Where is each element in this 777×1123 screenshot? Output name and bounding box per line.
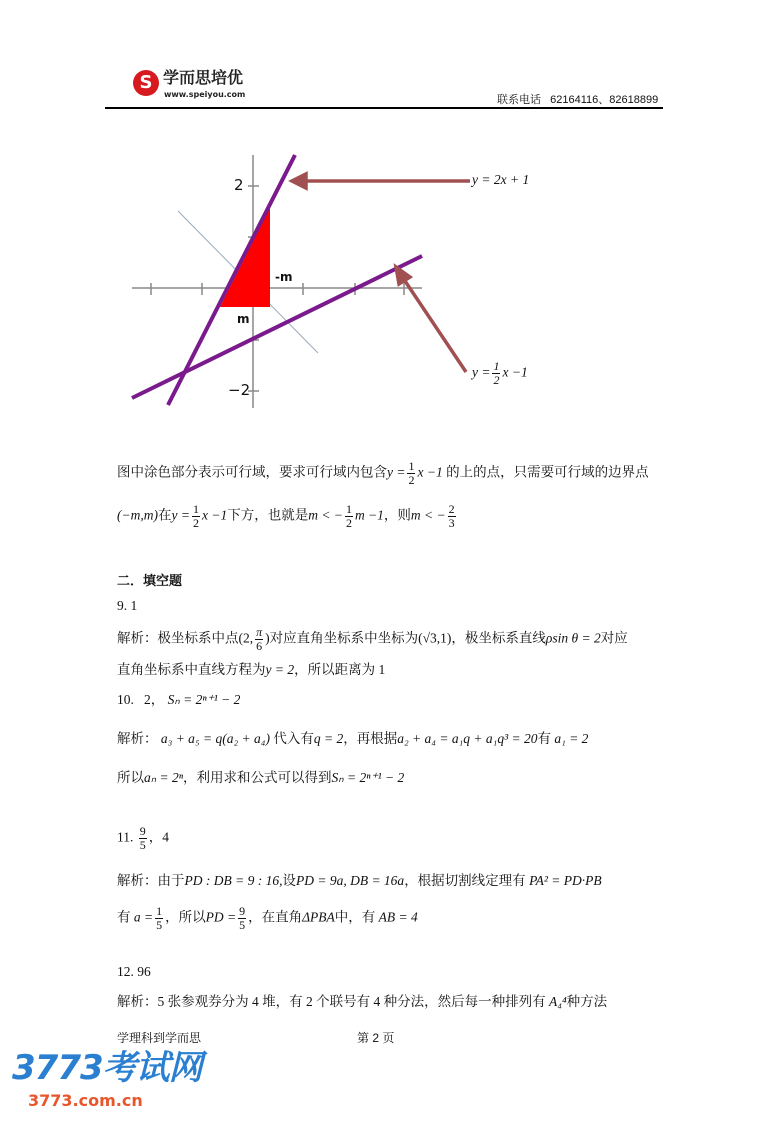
arrowhead-icon bbox=[292, 174, 306, 188]
para1-ineq2-pre: m < − bbox=[410, 507, 446, 523]
q10-line2 bbox=[117, 770, 404, 786]
q11-d2: 5 bbox=[239, 918, 246, 932]
q10-b: 代入有 bbox=[273, 731, 314, 746]
para1-d2: 2 bbox=[192, 516, 199, 530]
q11-eq7: AB = 4 bbox=[378, 909, 418, 925]
figure-line2-num: 1 bbox=[493, 359, 500, 373]
para1-n2: 1 bbox=[192, 502, 199, 516]
q10-eq1: a₃ + a₅ = q(a₂ + a₄) bbox=[160, 731, 270, 746]
q11-n2: 9 bbox=[239, 904, 246, 918]
q9-eq2: y = 2 bbox=[265, 662, 295, 677]
q10-eq4: a₁ = 2 bbox=[554, 731, 589, 746]
para1-eq-pre: y = bbox=[387, 464, 406, 480]
para1-ineq-post: m −1 bbox=[354, 507, 384, 523]
q11-line2 bbox=[117, 905, 418, 932]
q9-e: ，所以距离为 1 bbox=[294, 662, 386, 677]
q9-b: 对应直角坐标系中坐标为 bbox=[269, 630, 419, 646]
para1-c: (−m,m) bbox=[117, 507, 158, 523]
q10-sn: Sₙ = 2ⁿ⁺¹ − 2 bbox=[167, 692, 241, 707]
y-tick-2: 2 bbox=[234, 176, 244, 194]
logo-url: www.speiyou.com bbox=[164, 90, 246, 99]
para1-ineq-pre: m < − bbox=[308, 507, 343, 523]
q12-b: 种方法 bbox=[566, 994, 608, 1009]
logo-icon: S bbox=[133, 70, 159, 96]
q11-an: 9 bbox=[139, 824, 146, 838]
q11-eq2: PD = 9a, DB = 16a bbox=[295, 873, 405, 888]
q11-eq6: ΔPBA bbox=[302, 909, 335, 925]
para1-d4: 3 bbox=[448, 516, 455, 530]
q12-a: 解析：5 张参观券分为 4 堆，有 2 个联号有 4 种分法，然后每一种排列有 bbox=[117, 994, 546, 1009]
q12-eq: A₄⁴ bbox=[549, 994, 567, 1009]
line1-label: y = 2x + 1 bbox=[472, 172, 530, 187]
q9-pn: π bbox=[256, 625, 263, 639]
q9-line2 bbox=[117, 662, 385, 678]
para1-n: 1 bbox=[408, 459, 415, 473]
q10-answer-num: 10. bbox=[117, 692, 134, 707]
q11-answer-num: 11. bbox=[117, 829, 134, 845]
q12-answer: 12. 96 bbox=[117, 964, 151, 979]
q11-line2-c: ，在直角 bbox=[248, 909, 303, 925]
q11-line2-d: 中，有 bbox=[334, 909, 376, 925]
logo-name: 学而思培优 bbox=[163, 68, 244, 87]
q11-ad: 5 bbox=[139, 838, 146, 852]
q11-line1 bbox=[117, 873, 602, 889]
phone-numbers: 62164116、82618899 bbox=[550, 94, 659, 106]
para1-eq2-pre: y = bbox=[171, 507, 190, 523]
q11-answer bbox=[117, 825, 169, 852]
figure-line2-label-post: x −1 bbox=[502, 364, 528, 380]
q11-eq4: a = bbox=[133, 909, 154, 925]
arrow-line2 bbox=[401, 275, 466, 372]
line2-label bbox=[472, 360, 528, 387]
para1-d3: 2 bbox=[345, 516, 352, 530]
y-tick-neg2: −2 bbox=[228, 381, 251, 399]
arrowhead-icon bbox=[396, 267, 410, 284]
q9-pd: 6 bbox=[256, 639, 263, 653]
q11-line2-a: 有 bbox=[117, 909, 131, 925]
watermark-url: 3773.com.cn bbox=[28, 1091, 143, 1110]
figure-line2-den: 2 bbox=[493, 373, 500, 387]
q10-d: 有 bbox=[537, 731, 551, 746]
q10-line1 bbox=[117, 731, 588, 747]
q11-line2-b: ，所以 bbox=[165, 909, 206, 925]
para1-d1: 在 bbox=[157, 507, 172, 523]
para1-e: 下方，也就是 bbox=[227, 507, 309, 523]
q9-eq: ρsin θ = 2 bbox=[545, 630, 601, 646]
q10-line2-a: 所以 bbox=[117, 770, 144, 785]
para1-line1 bbox=[117, 460, 649, 487]
q11-eq3: PA² = PD·PB bbox=[529, 873, 602, 888]
para1-b: 的上的点，只需要可行域的边界点 bbox=[446, 464, 649, 480]
q11-eq1: PD : DB = 9 : 16, bbox=[184, 873, 283, 888]
q10-a: 解析： bbox=[117, 731, 158, 746]
q9-pt-pre: (2, bbox=[238, 630, 254, 646]
q9-line2: 直角坐标系中直线方程为 bbox=[117, 662, 266, 677]
para1-n3: 1 bbox=[345, 502, 352, 516]
para1-n4: 2 bbox=[448, 502, 455, 516]
para1-eq-post: x −1 bbox=[417, 464, 443, 480]
para1-a: 图中涂色部分表示可行域，要求可行域内包含 bbox=[117, 464, 387, 480]
phone-label: 联系电话 bbox=[497, 94, 541, 106]
q10-answer bbox=[117, 692, 240, 708]
q9-a: 解析：极坐标系中点 bbox=[117, 630, 239, 646]
section-title: 二．填空题 bbox=[117, 574, 183, 589]
q11-c: ，根据切割线定理有 bbox=[404, 873, 526, 888]
footer-page: 第 2 页 bbox=[357, 1031, 395, 1045]
q10-line2-b: ，利用求和公式可以得到 bbox=[183, 770, 332, 785]
watermark-brand: 3773考试网 bbox=[12, 1048, 202, 1088]
q9-pt-post: ) bbox=[265, 630, 270, 646]
feasible-region-figure bbox=[0, 0, 777, 430]
q11-b: 设 bbox=[282, 873, 296, 888]
q10-eq3: a₂ + a₄ = a₁q + a₁q³ = 20 bbox=[397, 731, 538, 746]
figure-line2-label-pre: y = bbox=[472, 364, 491, 380]
para1-line2 bbox=[117, 503, 458, 530]
q10-answer-val: 2， bbox=[144, 692, 165, 707]
q12-line1 bbox=[117, 994, 607, 1010]
q9-d: 对应 bbox=[600, 630, 628, 646]
q10-c: ，再根据 bbox=[343, 731, 398, 746]
q10-eq5: aₙ = 2ⁿ bbox=[144, 770, 183, 785]
para1-d: 2 bbox=[408, 473, 415, 487]
q11-n1: 1 bbox=[156, 904, 163, 918]
q10-eq6: Sₙ = 2ⁿ⁺¹ − 2 bbox=[331, 770, 405, 785]
q10-eq2: q = 2 bbox=[313, 731, 344, 746]
label-neg-m: -m bbox=[275, 270, 293, 284]
para1-f: ，则 bbox=[383, 507, 411, 523]
q11-a: 解析：由于 bbox=[117, 873, 185, 888]
q11-answer-rest: ，4 bbox=[148, 829, 169, 845]
q9-coord: (√3,1) bbox=[418, 630, 452, 646]
footer-left: 学理科到学而思 bbox=[117, 1031, 202, 1045]
q9-line1 bbox=[117, 626, 628, 653]
label-m: m bbox=[237, 312, 250, 326]
q11-eq5: PD = bbox=[205, 909, 237, 925]
q11-d1: 5 bbox=[156, 918, 163, 932]
q9-answer: 9. 1 bbox=[117, 598, 138, 613]
q9-c: ，极坐标系直线 bbox=[451, 630, 546, 646]
para1-eq2-post: x −1 bbox=[201, 507, 228, 523]
